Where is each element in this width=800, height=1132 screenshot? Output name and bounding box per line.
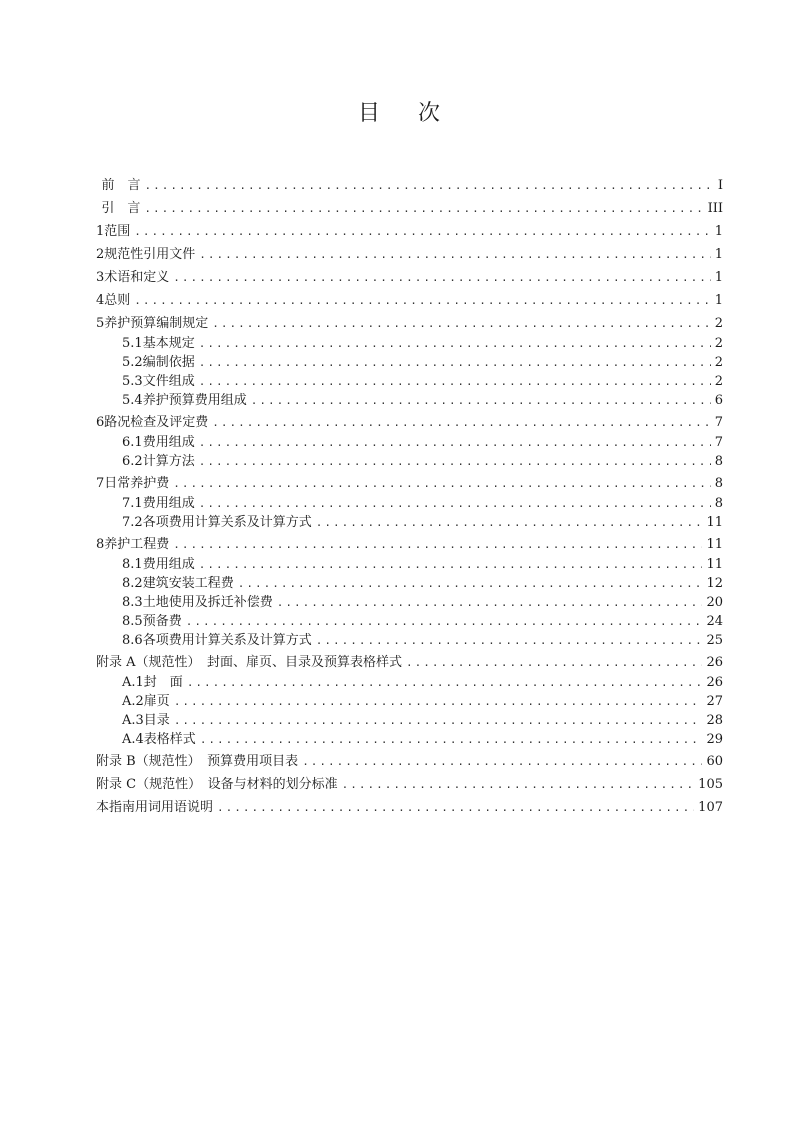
toc-dot-leader — [199, 244, 710, 265]
toc-entry-page: 28 — [706, 713, 723, 728]
toc-entry-number: A.4 — [122, 732, 144, 747]
toc-entry-label: 养护预算编制规定 — [104, 316, 209, 331]
toc-dot-leader — [302, 751, 702, 772]
toc-entry-number: A.3 — [122, 713, 144, 728]
toc-dot-leader — [277, 593, 703, 612]
toc-entry[interactable] — [96, 534, 723, 555]
toc-entry-page: 8 — [714, 496, 723, 511]
toc-dot-leader — [134, 290, 710, 311]
toc-entry-number: 5.2 — [122, 355, 143, 370]
toc-entry-label: 基本规定 — [142, 336, 195, 351]
toc-entry-page: 27 — [706, 694, 723, 709]
toc-entry-page: 1 — [714, 247, 723, 262]
toc-entry-label: 各项费用计算关系及计算方式 — [142, 633, 312, 648]
toc-entry-label: 费用组成 — [142, 557, 195, 572]
toc-entry[interactable] — [96, 631, 723, 650]
toc-entry-label: 目录 — [143, 713, 170, 728]
toc-entry-number: A.2 — [122, 694, 144, 709]
toc-entry-label: 养护预算费用组成 — [142, 393, 247, 408]
toc-dot-leader — [144, 175, 711, 196]
toc-entry-number: 8.1 — [122, 557, 143, 572]
toc-entry-page: III — [707, 201, 723, 216]
page-title-left: 目 — [357, 101, 382, 126]
toc-entry[interactable] — [96, 593, 723, 612]
toc-dot-leader — [174, 692, 703, 711]
toc-entry-page: 8 — [714, 454, 723, 469]
toc-entry[interactable] — [96, 372, 723, 391]
toc-entry[interactable] — [96, 452, 723, 471]
toc-entry[interactable] — [96, 267, 723, 288]
toc-entry[interactable] — [96, 692, 723, 711]
toc-dot-leader — [174, 711, 703, 730]
table-of-contents — [96, 175, 723, 818]
toc-entry[interactable] — [96, 391, 723, 410]
toc-entry-label: 费用组成 — [142, 435, 195, 450]
toc-dot-leader — [251, 391, 711, 410]
toc-entry-number: 6.1 — [122, 435, 143, 450]
toc-entry-label: 费用组成 — [142, 496, 195, 511]
toc-entry-page: 60 — [706, 754, 723, 769]
toc-entry-page: 25 — [706, 633, 723, 648]
toc-entry-page: 11 — [706, 537, 723, 552]
toc-entry-number: 7.1 — [122, 496, 143, 511]
toc-entry[interactable] — [96, 175, 723, 196]
toc-entry-label: 路况检查及评定费 — [104, 415, 209, 430]
toc-entry[interactable] — [96, 198, 723, 219]
toc-dot-leader — [238, 574, 703, 593]
toc-dot-leader — [217, 797, 694, 818]
toc-entry-label: 预备费 — [142, 614, 182, 629]
toc-entry-number: 8 — [96, 537, 105, 552]
toc-entry-page: 107 — [698, 800, 723, 815]
toc-entry[interactable] — [96, 711, 723, 730]
toc-entry-number: 2 — [96, 247, 105, 262]
toc-entry[interactable] — [96, 433, 723, 452]
toc-entry-number: A.1 — [122, 675, 144, 690]
toc-dot-leader — [212, 412, 710, 433]
toc-entry-label: 引 言 — [101, 201, 141, 216]
toc-entry-number: 5.3 — [122, 374, 143, 389]
toc-entry[interactable] — [96, 612, 723, 631]
toc-dot-leader — [199, 372, 711, 391]
toc-dot-leader — [342, 774, 695, 795]
toc-entry-page: 11 — [706, 557, 723, 572]
toc-entry-page: 1 — [714, 270, 723, 285]
toc-dot-leader — [212, 313, 710, 334]
toc-entry-number: 4 — [96, 293, 105, 308]
toc-entry-label: 附录 C（规范性） 设备与材料的划分标准 — [96, 777, 338, 792]
toc-entry-page: 26 — [706, 655, 723, 670]
toc-entry-label: 编制依据 — [142, 355, 195, 370]
toc-entry-label: 养护工程费 — [104, 537, 170, 552]
toc-dot-leader — [173, 473, 710, 494]
toc-dot-leader — [186, 612, 703, 631]
toc-dot-leader — [173, 534, 702, 555]
toc-entry-label: 本指南用词用语说明 — [96, 800, 214, 815]
toc-entry-number: 6 — [96, 415, 105, 430]
toc-entry[interactable] — [96, 334, 723, 353]
toc-entry-page: 24 — [706, 614, 723, 629]
toc-entry-number: 8.2 — [122, 576, 143, 591]
toc-entry[interactable] — [96, 774, 723, 795]
toc-entry-label: 范围 — [104, 224, 131, 239]
toc-entry-number: 7 — [96, 476, 105, 491]
toc-entry-number: 6.2 — [122, 454, 143, 469]
toc-dot-leader — [199, 353, 711, 372]
toc-entry-page: 12 — [706, 576, 723, 591]
toc-dot-leader — [316, 631, 703, 650]
toc-entry-number: 5.4 — [122, 393, 143, 408]
toc-dot-leader — [199, 433, 711, 452]
toc-entry-label: 建筑安装工程费 — [142, 576, 234, 591]
toc-entry-page: 26 — [706, 675, 723, 690]
toc-entry[interactable] — [96, 290, 723, 311]
toc-entry[interactable] — [96, 555, 723, 574]
page-title — [0, 96, 800, 127]
toc-dot-leader — [406, 652, 702, 673]
toc-entry-label: 文件组成 — [142, 374, 195, 389]
toc-entry-label: 术语和定义 — [104, 270, 170, 285]
toc-entry-page: I — [717, 178, 723, 193]
toc-entry-number: 8.3 — [122, 595, 143, 610]
toc-entry-number: 7.2 — [122, 515, 143, 530]
toc-entry[interactable] — [96, 652, 723, 673]
toc-entry-page: 105 — [698, 777, 723, 792]
toc-dot-leader — [199, 334, 711, 353]
toc-dot-leader — [173, 267, 710, 288]
toc-dot-leader — [144, 198, 703, 219]
toc-entry-page: 2 — [714, 336, 723, 351]
toc-entry-page: 6 — [714, 393, 723, 408]
toc-entry[interactable] — [96, 513, 723, 532]
toc-entry[interactable] — [96, 353, 723, 372]
toc-entry-label: 日常养护费 — [104, 476, 170, 491]
toc-entry-label: 各项费用计算关系及计算方式 — [142, 515, 312, 530]
toc-entry-label: 土地使用及拆迁补偿费 — [142, 595, 273, 610]
toc-entry[interactable] — [96, 673, 723, 692]
toc-entry[interactable] — [96, 730, 723, 749]
toc-entry-page: 7 — [714, 415, 723, 430]
toc-entry-page: 2 — [714, 374, 723, 389]
toc-dot-leader — [199, 452, 711, 471]
toc-entry-label: 扉页 — [143, 694, 170, 709]
toc-entry-label: 规范性引用文件 — [104, 247, 196, 262]
toc-entry-label: 总则 — [104, 293, 131, 308]
toc-entry[interactable] — [96, 221, 723, 242]
toc-entry[interactable] — [96, 797, 723, 818]
toc-entry-label: 附录 B（规范性） 预算费用项目表 — [96, 754, 299, 769]
toc-entry[interactable] — [96, 574, 723, 593]
toc-entry[interactable] — [96, 412, 723, 433]
toc-entry-page: 8 — [714, 476, 723, 491]
toc-entry-number: 8.6 — [122, 633, 143, 648]
toc-dot-leader — [134, 221, 710, 242]
toc-entry[interactable] — [96, 473, 723, 494]
toc-entry-number: 3 — [96, 270, 105, 285]
toc-entry-page: 1 — [714, 293, 723, 308]
toc-entry-label: 计算方法 — [142, 454, 195, 469]
page-title-right: 次 — [418, 101, 443, 126]
toc-entry[interactable] — [96, 751, 723, 772]
toc-entry-page: 1 — [714, 224, 723, 239]
toc-entry-number: 1 — [96, 224, 105, 239]
toc-entry-page: 2 — [714, 316, 723, 331]
toc-entry[interactable] — [96, 244, 723, 265]
toc-entry-number: 5 — [96, 316, 105, 331]
toc-dot-leader — [187, 673, 703, 692]
toc-entry-label: 前 言 — [101, 178, 141, 193]
toc-dot-leader — [199, 494, 711, 513]
toc-entry-number: 5.1 — [122, 336, 143, 351]
toc-entry-page: 20 — [706, 595, 723, 610]
toc-entry-number: 8.5 — [122, 614, 143, 629]
toc-entry-label: 附录 A（规范性） 封面、扉页、目录及预算表格样式 — [96, 655, 403, 670]
toc-dot-leader — [199, 555, 703, 574]
toc-entry-label: 表格样式 — [143, 732, 196, 747]
toc-entry-page: 7 — [714, 435, 723, 450]
toc-entry-page: 2 — [714, 355, 723, 370]
toc-dot-leader — [316, 513, 703, 532]
toc-entry[interactable] — [96, 313, 723, 334]
toc-dot-leader — [200, 730, 703, 749]
toc-entry-label: 封 面 — [143, 675, 183, 690]
toc-entry-page: 29 — [706, 732, 723, 747]
toc-entry[interactable] — [96, 494, 723, 513]
toc-entry-page: 11 — [706, 515, 723, 530]
